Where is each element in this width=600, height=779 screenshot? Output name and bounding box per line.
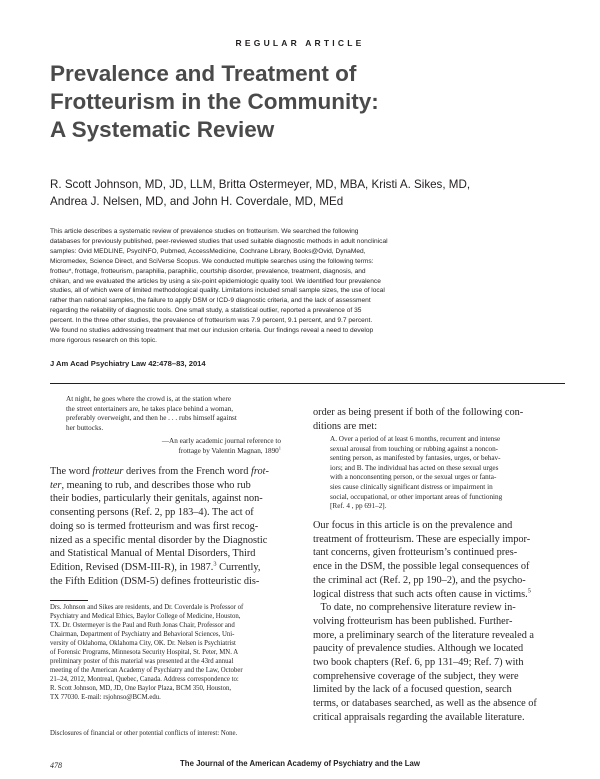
author-affiliations-footnote <box>50 603 300 703</box>
reference-marker: 3 <box>213 560 217 568</box>
footnote-line: meeting of the American Academy of Psychiatry and the Law, October <box>50 667 243 675</box>
body-text: The word <box>50 466 93 477</box>
journal-citation: J Am Acad Psychiatry Law 42:478–83, 2014 <box>50 359 206 368</box>
journal-name-footer: The Journal of the American Academy of Psychiatry and the Law <box>180 759 420 768</box>
article-type-label: REGULAR ARTICLE <box>235 38 365 48</box>
title-line: Frotteurism in the Community: <box>50 89 379 114</box>
abstract-line: studies, all of which were of limited methodological quality. Limitations included small sample sizes, the use of local <box>50 287 385 295</box>
criteria-line: senting person, as manifested by fantasies, urges, or behav- <box>330 454 501 463</box>
body-line: nized as a specific mental disorder by the Diagnostic <box>50 534 268 546</box>
body-text: logical distress that such acts often cause in victims. <box>313 588 528 600</box>
section-divider <box>50 383 565 384</box>
body-line: terms, or databases searched, as well as the absence of <box>313 698 537 710</box>
body-line: tant concerns, given frotteurism’s continued pres- <box>313 547 518 559</box>
abstract-line: This article describes a systematic review of prevalence studies on frotteurism. We searched the following <box>50 228 359 235</box>
abstract <box>50 227 565 346</box>
body-line: the criminal act (Ref. 2, pp 190–2), and the psycho- <box>313 574 526 586</box>
conflict-disclosure: Disclosures of financial or other potential conflicts of interest: None. <box>50 730 238 737</box>
body-line: To date, no comprehensive literature review in- <box>313 602 516 614</box>
body-line: critical appraisals regarding the available literature. <box>313 711 525 723</box>
abstract-line: rather than national samples, the failure to apply DSM or ICD-9 diagnostic criteria, and the lack of assessment <box>50 297 371 305</box>
body-text: Edition, Revised (DSM-III-R), in 1987. <box>50 561 214 573</box>
abstract-line: We found no studies addressing treatment that met our inclusion criteria. Our findings reveal a need to develop <box>50 327 374 335</box>
abstract-line: chikan, and we evaluated the articles by using a six-point epidemiologic quality tool. We identified four prevalence <box>50 277 381 285</box>
body-text-right-top <box>313 406 573 433</box>
criteria-line: A. Over a period of at least 6 months, recurrent and intense <box>330 435 501 443</box>
reference-marker: 5 <box>527 587 531 595</box>
footnote-line: preliminary poster of this material was presented at the 43rd annual <box>50 658 234 666</box>
body-line: the Fifth Edition (DSM-5) defines frotteuristic dis- <box>50 575 260 587</box>
abstract-line: databases for previously published, peer-reviewed studies that used suitable diagnostic methods in adult nonclinical <box>50 237 388 245</box>
body-line: Our focus in this article is on the prevalence and <box>313 520 513 531</box>
body-line: paucity of prevalence studies. Although we located <box>313 643 524 655</box>
emphasis-term: frotteur <box>92 466 124 477</box>
epigraph-source-line <box>66 447 281 457</box>
body-text: derives from the French word <box>123 466 251 477</box>
body-text: , meaning to rub, and describes those who rub <box>61 479 251 491</box>
body-line: limited by the lack of a focused question, search <box>313 684 512 696</box>
body-line: and Statistical Manual of Mental Disorders, Third <box>50 548 256 560</box>
body-text: Currently, <box>216 561 261 573</box>
page-number: 478 <box>50 761 62 770</box>
author-line: R. Scott Johnson, MD, JD, LLM, Britta Ostermeyer, MD, MBA, Kristi A. Sikes, MD, <box>50 178 471 191</box>
epigraph-source-text: frottage by Valentin Magnan, 1890 <box>178 446 279 455</box>
reference-marker: 1 <box>278 445 281 451</box>
abstract-line: regarding the reliability of diagnostic tools. One small study, a statistical outlier, reported a prevalence of 35 <box>50 307 362 315</box>
body-line <box>50 465 300 479</box>
epigraph-line: the street entertainers are, he takes place behind a woman, <box>66 404 234 413</box>
body-line: ditions are met: <box>313 420 378 432</box>
body-line <box>313 588 573 602</box>
epigraph-line: At night, he goes where the crowd is, at the station where <box>66 395 232 403</box>
body-line: two book chapters (Ref. 6, pp 131–49; Ref. 7) with <box>313 657 524 669</box>
body-line: ence in the DSM, the possible legal consequences of <box>313 561 530 573</box>
epigraph <box>66 395 281 456</box>
epigraph-source-line: —An early academic journal reference to <box>161 436 281 445</box>
diagnostic-criteria-quote <box>330 435 560 512</box>
body-line: comprehensive coverage of the subject, they were <box>313 670 519 682</box>
criteria-line: social, occupational, or other important areas of functioning <box>330 492 503 501</box>
criteria-line: sies cause clinically significant distress or impairment in <box>330 482 493 491</box>
footnote-line: TX 77030. E-mail: rsjohnso@BCM.edu. <box>50 694 161 702</box>
footnote-line: of Forensic Programs, Minnesota Security Hospital, St. Peter, MN. A <box>50 649 239 657</box>
criteria-line: [Ref. 4 , pp 691–2]. <box>330 502 387 511</box>
epigraph-source <box>66 437 281 456</box>
footnote-line: versity of Oklahoma, Oklahoma City, OK. Dr. Nelsen is Psychiatrist <box>50 640 236 648</box>
criteria-line: with a nonconsenting person, or the sexual urges or fanta- <box>330 473 497 482</box>
footnote-line: TX. Dr. Ostermeyer is the Paul and Ruth Jonas Chair, Professor and <box>50 622 235 630</box>
author-list <box>50 176 580 210</box>
footnote-line: Chairman, Department of Psychiatry and Behavioral Sciences, Uni- <box>50 631 235 639</box>
body-line: doing so is termed frotteurism and was first recog- <box>50 520 259 532</box>
body-text-right <box>313 519 573 725</box>
author-line: Andrea J. Nelsen, MD, and John H. Coverdale, MD, MEd <box>50 195 344 208</box>
title-line: A Systematic Review <box>50 117 275 142</box>
footnote-divider <box>50 600 88 601</box>
body-line: more, a preliminary search of the literature revealed a <box>313 629 534 641</box>
footnote-line: Psychiatry and Medical Ethics, Baylor College of Medicine, Houston, <box>50 613 241 621</box>
emphasis-term: frot- <box>250 466 269 477</box>
footnote-line: 21–24, 2012, Montreal, Quebec, Canada. Address correspondence to: <box>50 676 239 684</box>
footnote-line: Drs. Johnson and Sikes are residents, and Dr. Coverdale is Professor of <box>50 604 244 611</box>
criteria-line: iors; and B. The individual has acted on these sexual urges <box>330 463 499 472</box>
epigraph-line: preferably overweight, and then he . . . rubs himself against <box>66 414 237 423</box>
body-line: consenting persons (Ref. 2, pp 183–4). The act of <box>50 507 254 519</box>
title-line: Prevalence and Treatment of <box>50 61 357 86</box>
body-line: treatment of frotteurism. These are especially impor- <box>313 533 531 545</box>
criteria-line: sexual arousal from touching or rubbing against a noncon- <box>330 444 499 453</box>
article-title <box>50 60 570 144</box>
body-line <box>50 561 300 575</box>
emphasis-term: ter <box>50 479 62 491</box>
abstract-line: frotteu*, frottage, frotteurism, paraphilia, paraphilic, courtship disorder, prevalence, treatment, diagnosis, and <box>50 267 366 275</box>
body-line: volving frotteurism has been published. Further- <box>313 615 513 627</box>
abstract-line: percent. In the three other studies, the prevalence of frotteurism was 7.9 percent, 9.1 percent, and 9.7 percent. <box>50 317 373 325</box>
body-line <box>50 479 300 493</box>
abstract-line: more rigorous research on this topic. <box>50 336 158 344</box>
abstract-line: samples: Ovid MEDLINE, PsycINFO, Pubmed, AccessMedicine, Cochrane Library, Books@Ovid, DynaMed, <box>50 247 366 255</box>
abstract-line: Micromedex, Science Direct, and SciVerse Scopus. We conducted multiple searches using the following terms: <box>50 257 374 265</box>
footnote-line: R. Scott Johnson, MD, JD, One Baylor Plaza, BCM 350, Houston, <box>50 685 232 693</box>
epigraph-line: her buttocks. <box>66 424 104 433</box>
body-text-left <box>50 465 300 588</box>
body-line: order as being present if both of the following con- <box>313 407 524 418</box>
body-line: their bodies, particularly their genitals, against non- <box>50 493 263 505</box>
